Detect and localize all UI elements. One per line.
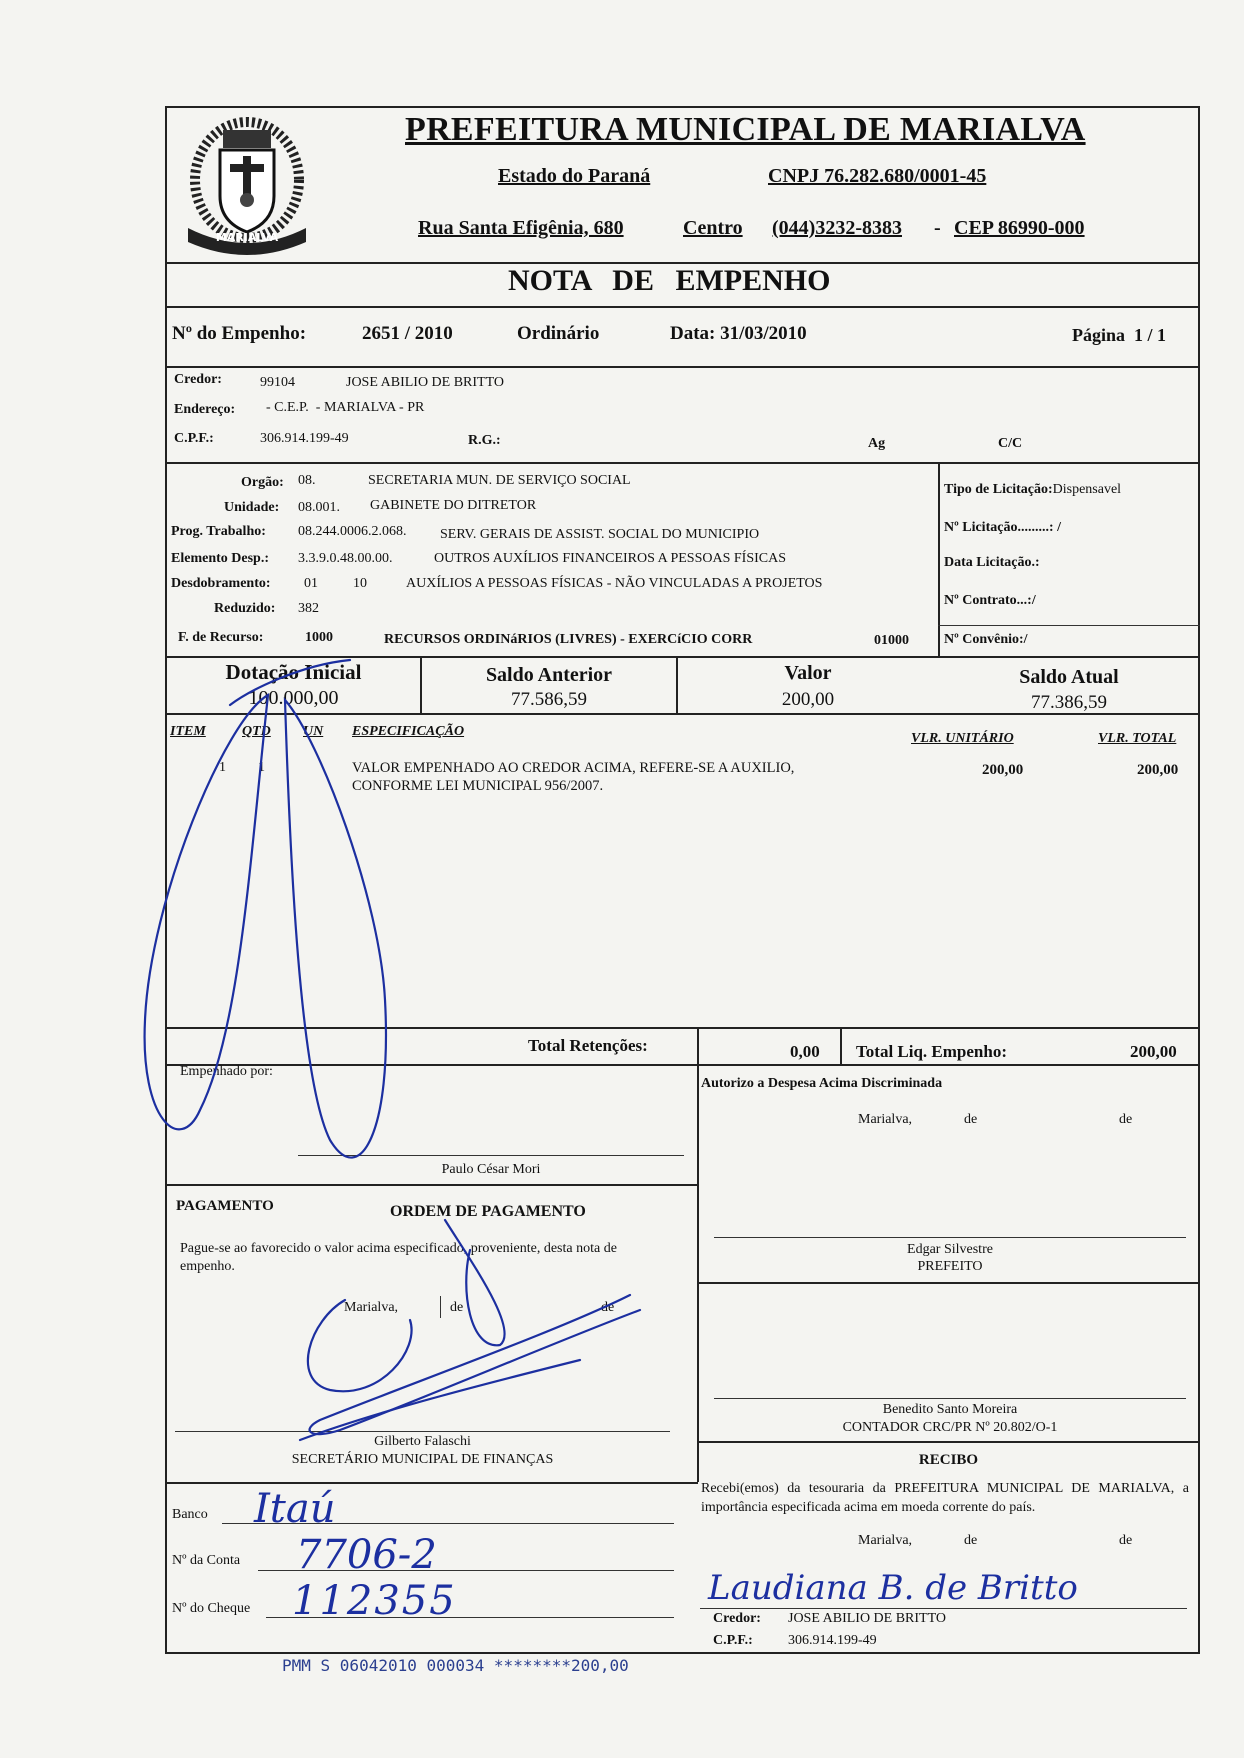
conta-label: Nº da Conta [172, 1553, 241, 1568]
recurso-code: 1000 [305, 630, 333, 645]
orgao-label: Orgão: [241, 475, 284, 490]
col-header-spec: ESPECIFICAÇÃO [352, 724, 465, 739]
credor-label: Credor: [174, 372, 222, 387]
empenhado-label: Empenhado por: [180, 1064, 273, 1079]
cheque-label: Nº do Cheque [172, 1601, 251, 1616]
desdob-name: AUXÍLIOS A PESSOAS FÍSICAS - NÃO VINCULADAS A PROJETOS [406, 576, 823, 591]
unidade-label: Unidade: [224, 500, 280, 515]
reduzido-label: Reduzido: [214, 601, 276, 616]
orgao-code: 08. [298, 473, 316, 488]
header-cnpj: CNPJ 76.282.680/0001-45 [768, 165, 987, 187]
elemento-code: 3.3.9.0.48.00.00. [298, 551, 393, 566]
prog-name: SERV. GERAIS DE ASSIST. SOCIAL DO MUNICIPIO [440, 527, 760, 542]
dotacao-inicial-label: Dotação Inicial [225, 660, 362, 684]
row-total: 200,00 [1137, 762, 1179, 778]
header-street: Rua Santa Efigênia, 680 [418, 217, 624, 239]
saldo-atual-value: 77.386,59 [1031, 692, 1107, 713]
desdob-label: Desdobramento: [171, 576, 271, 591]
autorizo-de1: de [964, 1112, 978, 1127]
prefeito-name: Edgar Silvestre [907, 1242, 993, 1257]
header-cep: CEP 86990-000 [954, 217, 1085, 239]
pagamento-place: Marialva, [344, 1300, 399, 1315]
tipo-licitacao-value: Dispensavel [1052, 482, 1122, 497]
header-phone: (044)3232-8383 [772, 217, 902, 239]
recurso-name: RECURSOS ORDINáRIOS (LIVRES) - EXERCíCIO CORR [384, 632, 753, 647]
recibo-de2: de [1119, 1533, 1133, 1548]
col-header-total: VLR. TOTAL [1098, 731, 1177, 746]
prog-label: Prog. Trabalho: [171, 524, 266, 539]
ordem-pagamento: ORDEM DE PAGAMENTO [390, 1203, 586, 1220]
unidade-code: 08.001. [298, 500, 340, 515]
valor-label: Valor [784, 662, 832, 684]
conta-value: 7706-2 [296, 1532, 437, 1578]
recurso-num: 01000 [874, 633, 909, 648]
empenho-page: Página 1 / 1 [1072, 325, 1167, 345]
pagamento-de1: de [450, 1300, 464, 1315]
desdob-code: 01 [304, 576, 318, 591]
empenho-number-label: Nº do Empenho: [172, 323, 307, 344]
pagamento-label: PAGAMENTO [176, 1198, 274, 1214]
orgao-name: SECRETARIA MUN. DE SERVIÇO SOCIAL [368, 473, 631, 488]
row-spec-line1: VALOR EMPENHADO AO CREDOR ACIMA, REFERE-SE A AUXILIO, [352, 760, 795, 776]
col-header-un: UN [303, 724, 324, 739]
banco-value: Itaú [254, 1486, 336, 1532]
contador-title: CONTADOR CRC/PR Nº 20.802/O-1 [842, 1420, 1058, 1435]
total-liq-label: Total Liq. Empenho: [856, 1042, 1007, 1061]
rg-label: R.G.: [468, 433, 501, 448]
empenho-type: Ordinário [517, 323, 600, 344]
payment-stamp: PMM S 06042010 000034 ********200,00 [282, 1656, 629, 1675]
endereco-value: - C.E.P. - MARIALVA - PR [266, 400, 425, 415]
credor-name: JOSE ABILIO DE BRITTO [346, 375, 505, 390]
elemento-label: Elemento Desp.: [171, 551, 269, 566]
numero-convenio: Nº Convênio:/ [944, 632, 1028, 647]
recurso-label: F. de Recurso: [178, 630, 264, 645]
header-district: Centro [683, 217, 743, 239]
col-header-item: ITEM [170, 724, 206, 739]
row-qtd: 1 [258, 760, 265, 775]
cpf-value: 306.914.199-49 [260, 431, 349, 446]
empenhado-signer: Paulo César Mori [441, 1162, 541, 1177]
cheque-value: 112355 [292, 1578, 457, 1624]
numero-contrato: Nº Contrato...:/ [944, 593, 1036, 608]
pagamento-de2: de [601, 1300, 615, 1315]
pagamento-signer: Gilberto Falaschi [374, 1434, 471, 1449]
elemento-name: OUTROS AUXÍLIOS FINANCEIROS A PESSOAS FÍSICAS [434, 551, 787, 566]
doc-title: NOTA DE EMPENHO [508, 264, 831, 297]
saldo-anterior-value: 77.586,59 [511, 689, 587, 710]
data-licitacao: Data Licitação.: [944, 555, 1040, 570]
numero-licitacao: Nº Licitação.........: / [944, 520, 1061, 535]
recibo-de1: de [964, 1533, 978, 1548]
desdob-sub: 10 [353, 576, 367, 591]
empenho-date: Data: 31/03/2010 [670, 323, 807, 344]
total-retencoes-value: 0,00 [790, 1042, 820, 1061]
recibo-place: Marialva, [858, 1533, 913, 1548]
recibo-signature: Laudiana B. de Britto [708, 1568, 1078, 1608]
valor-value: 200,00 [781, 689, 835, 710]
reduzido-value: 382 [298, 601, 319, 616]
saldo-atual-label: Saldo Atual [1019, 666, 1119, 688]
pagamento-signer-title: SECRETÁRIO MUNICIPAL DE FINANÇAS [291, 1452, 554, 1467]
recibo-cpf-value: 306.914.199-49 [788, 1633, 877, 1648]
col-header-unit: VLR. UNITÁRIO [911, 731, 1014, 746]
recibo-text: Recebi(emos) da tesouraria da PREFEITURA MUNICIPAL DE MARIALVA, a importância especificada acima em moeda corrente do país. [701, 1481, 1189, 1515]
empenho-number: 2651 / 2010 [362, 323, 453, 344]
header-dash: - [934, 217, 941, 239]
tipo-licitacao-label: Tipo de Licitação: [944, 482, 1053, 497]
unidade-name: GABINETE DO DITRETOR [370, 498, 537, 513]
recibo-credor-label: Credor: [713, 1611, 761, 1626]
dotacao-inicial-value: 100.000,00 [248, 687, 339, 709]
row-item: 1 [219, 760, 226, 775]
coat-of-arms-text: MARIALVA [215, 231, 279, 244]
endereco-label: Endereço: [174, 402, 236, 417]
tipo-licitacao [944, 482, 1121, 498]
cc-label: C/C [998, 436, 1023, 451]
prefeito-title: PREFEITO [917, 1259, 983, 1274]
coat-of-arms [178, 108, 316, 256]
recibo-cpf-label: C.P.F.: [713, 1633, 753, 1648]
recibo-label: RECIBO [918, 1452, 979, 1468]
autorizo-label: Autorizo a Despesa Acima Discriminada [701, 1076, 943, 1091]
pagamento-text: Pague-se ao favorecido o valor acima especificado, proveniente, desta nota de empenho. [180, 1241, 617, 1274]
credor-code: 99104 [260, 375, 295, 390]
row-unit: 200,00 [982, 762, 1024, 778]
header-state: Estado do Paraná [498, 165, 651, 187]
total-liq-value: 200,00 [1130, 1042, 1177, 1061]
header-title: PREFEITURA MUNICIPAL DE MARIALVA [405, 111, 1086, 148]
saldo-anterior-label: Saldo Anterior [485, 664, 613, 686]
cpf-label: C.P.F.: [174, 431, 214, 446]
banco-label: Banco [172, 1507, 208, 1522]
prog-code: 08.244.0006.2.068. [298, 524, 407, 539]
autorizo-de2: de [1119, 1112, 1133, 1127]
col-header-qtd: QTD [242, 724, 271, 739]
ag-label: Ag [868, 436, 886, 451]
total-retencoes-label: Total Retenções: [528, 1036, 648, 1055]
recibo-credor-name: JOSE ABILIO DE BRITTO [788, 1611, 947, 1626]
row-spec-line2: CONFORME LEI MUNICIPAL 956/2007. [352, 778, 604, 794]
contador-name: Benedito Santo Moreira [882, 1402, 1018, 1417]
autorizo-place: Marialva, [858, 1112, 913, 1127]
